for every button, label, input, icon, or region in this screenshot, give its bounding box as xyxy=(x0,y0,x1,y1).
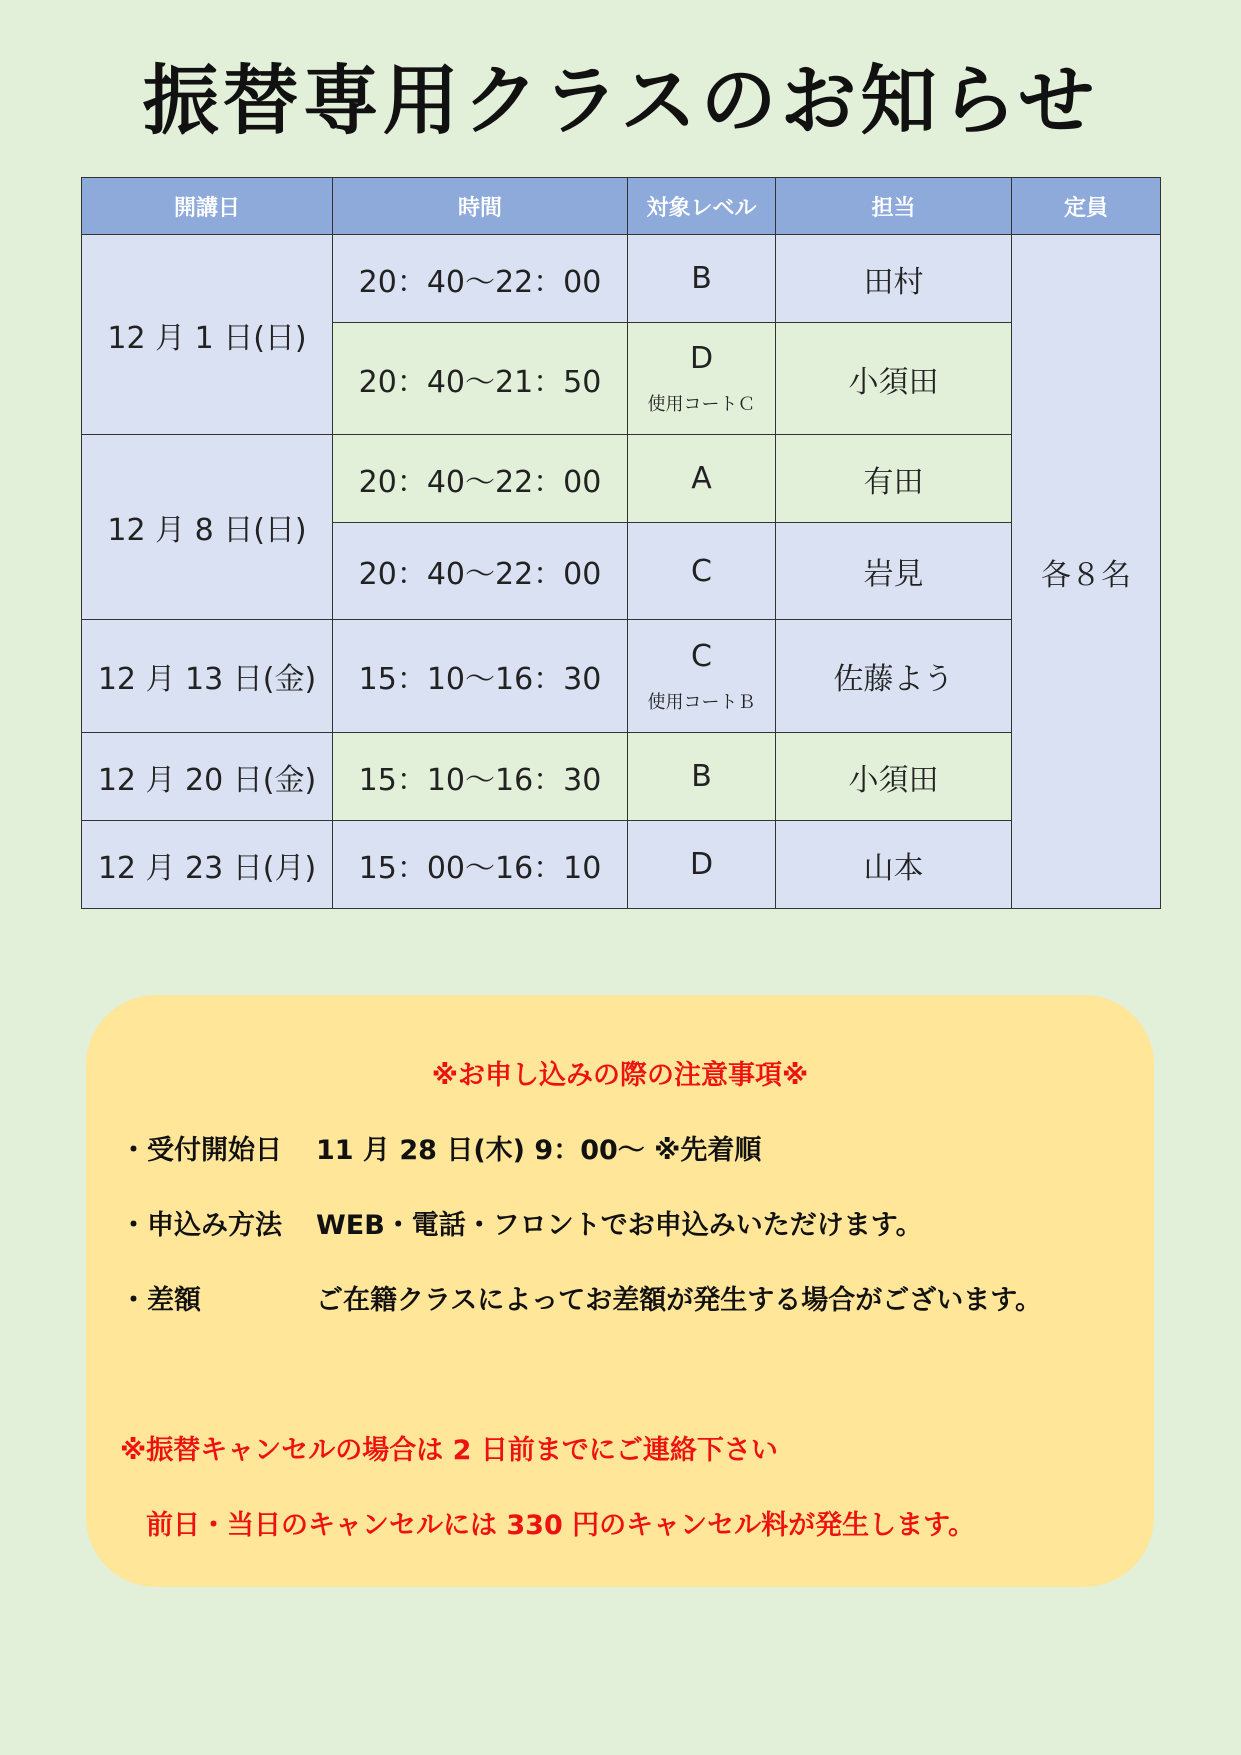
level-cell xyxy=(628,620,776,733)
info-row-method xyxy=(120,1203,923,1242)
level-cell xyxy=(628,733,776,821)
teacher-cell: 岩見 xyxy=(776,523,1012,620)
info-row-difference xyxy=(120,1278,1042,1317)
date-cell: 12 月 23 日(月) xyxy=(82,821,333,909)
cancel-policy-line1: ※振替キャンセルの場合は 2 日前までにご連絡下さい xyxy=(120,1435,778,1466)
info-value: WEB・電話・フロントでお申込みいただけます。 xyxy=(316,1210,923,1241)
cancel-policy-line2: 前日・当日のキャンセルには 330 円のキャンセル料が発生します。 xyxy=(146,1510,975,1541)
table-header-row xyxy=(82,178,1161,235)
court-note: 使用コートＢ xyxy=(647,691,756,713)
level-value: B xyxy=(691,261,712,296)
level-value: A xyxy=(691,461,712,496)
time-cell: 15：10～16：30 xyxy=(333,620,628,733)
date-cell: 12 月 13 日(金) xyxy=(82,620,333,733)
page-title: 振替専用クラスのお知らせ xyxy=(142,56,1099,145)
time-cell: 20：40～22：00 xyxy=(333,435,628,523)
info-label: ・受付開始日 xyxy=(120,1135,282,1166)
notice-heading: ※お申し込みの際の注意事項※ xyxy=(431,1060,809,1091)
level-cell xyxy=(628,323,776,435)
level-value: C xyxy=(691,553,712,589)
info-value: 11 月 28 日(木) 9：00～ ※先着順 xyxy=(316,1135,762,1166)
time-cell: 20：40～21：50 xyxy=(333,323,628,435)
teacher-cell: 佐藤よう xyxy=(776,620,1012,733)
table-row xyxy=(82,435,1161,523)
schedule-table xyxy=(81,177,1161,909)
time-cell: 20：40～22：00 xyxy=(333,235,628,323)
time-cell: 20：40～22：00 xyxy=(333,523,628,620)
level-value: B xyxy=(691,759,712,794)
time-cell: 15：00～16：10 xyxy=(333,821,628,909)
header-date: 開講日 xyxy=(82,178,333,235)
header-level: 対象レベル xyxy=(628,178,776,235)
level-value: C xyxy=(691,638,712,674)
date-cell: 12 月 20 日(金) xyxy=(82,733,333,821)
header-teacher: 担当 xyxy=(776,178,1012,235)
level-cell xyxy=(628,435,776,523)
teacher-cell: 田村 xyxy=(776,235,1012,323)
table-row xyxy=(82,235,1161,323)
info-label: ・申込み方法 xyxy=(120,1210,282,1241)
header-capacity: 定員 xyxy=(1012,178,1161,235)
teacher-cell: 有田 xyxy=(776,435,1012,523)
teacher-cell: 山本 xyxy=(776,821,1012,909)
table-row xyxy=(82,733,1161,821)
level-cell xyxy=(628,235,776,323)
time-cell: 15：10～16：30 xyxy=(333,733,628,821)
table-row xyxy=(82,821,1161,909)
info-row-start-date xyxy=(120,1128,761,1167)
level-value: D xyxy=(689,847,714,882)
teacher-cell: 小須田 xyxy=(776,323,1012,435)
table-row xyxy=(82,620,1161,733)
court-note: 使用コートＣ xyxy=(647,394,756,415)
header-time: 時間 xyxy=(333,178,628,235)
notice-box xyxy=(86,995,1154,1587)
info-value: ご在籍クラスによってお差額が発生する場合がございます。 xyxy=(316,1285,1043,1316)
date-cell: 12 月 1 日(日) xyxy=(82,235,333,435)
level-cell xyxy=(628,821,776,909)
level-cell xyxy=(628,523,776,620)
info-label: ・差額 xyxy=(120,1285,201,1316)
teacher-cell: 小須田 xyxy=(776,733,1012,821)
level-value: D xyxy=(689,341,714,376)
date-cell: 12 月 8 日(日) xyxy=(82,435,333,620)
capacity-cell: 各８名 xyxy=(1012,235,1161,909)
